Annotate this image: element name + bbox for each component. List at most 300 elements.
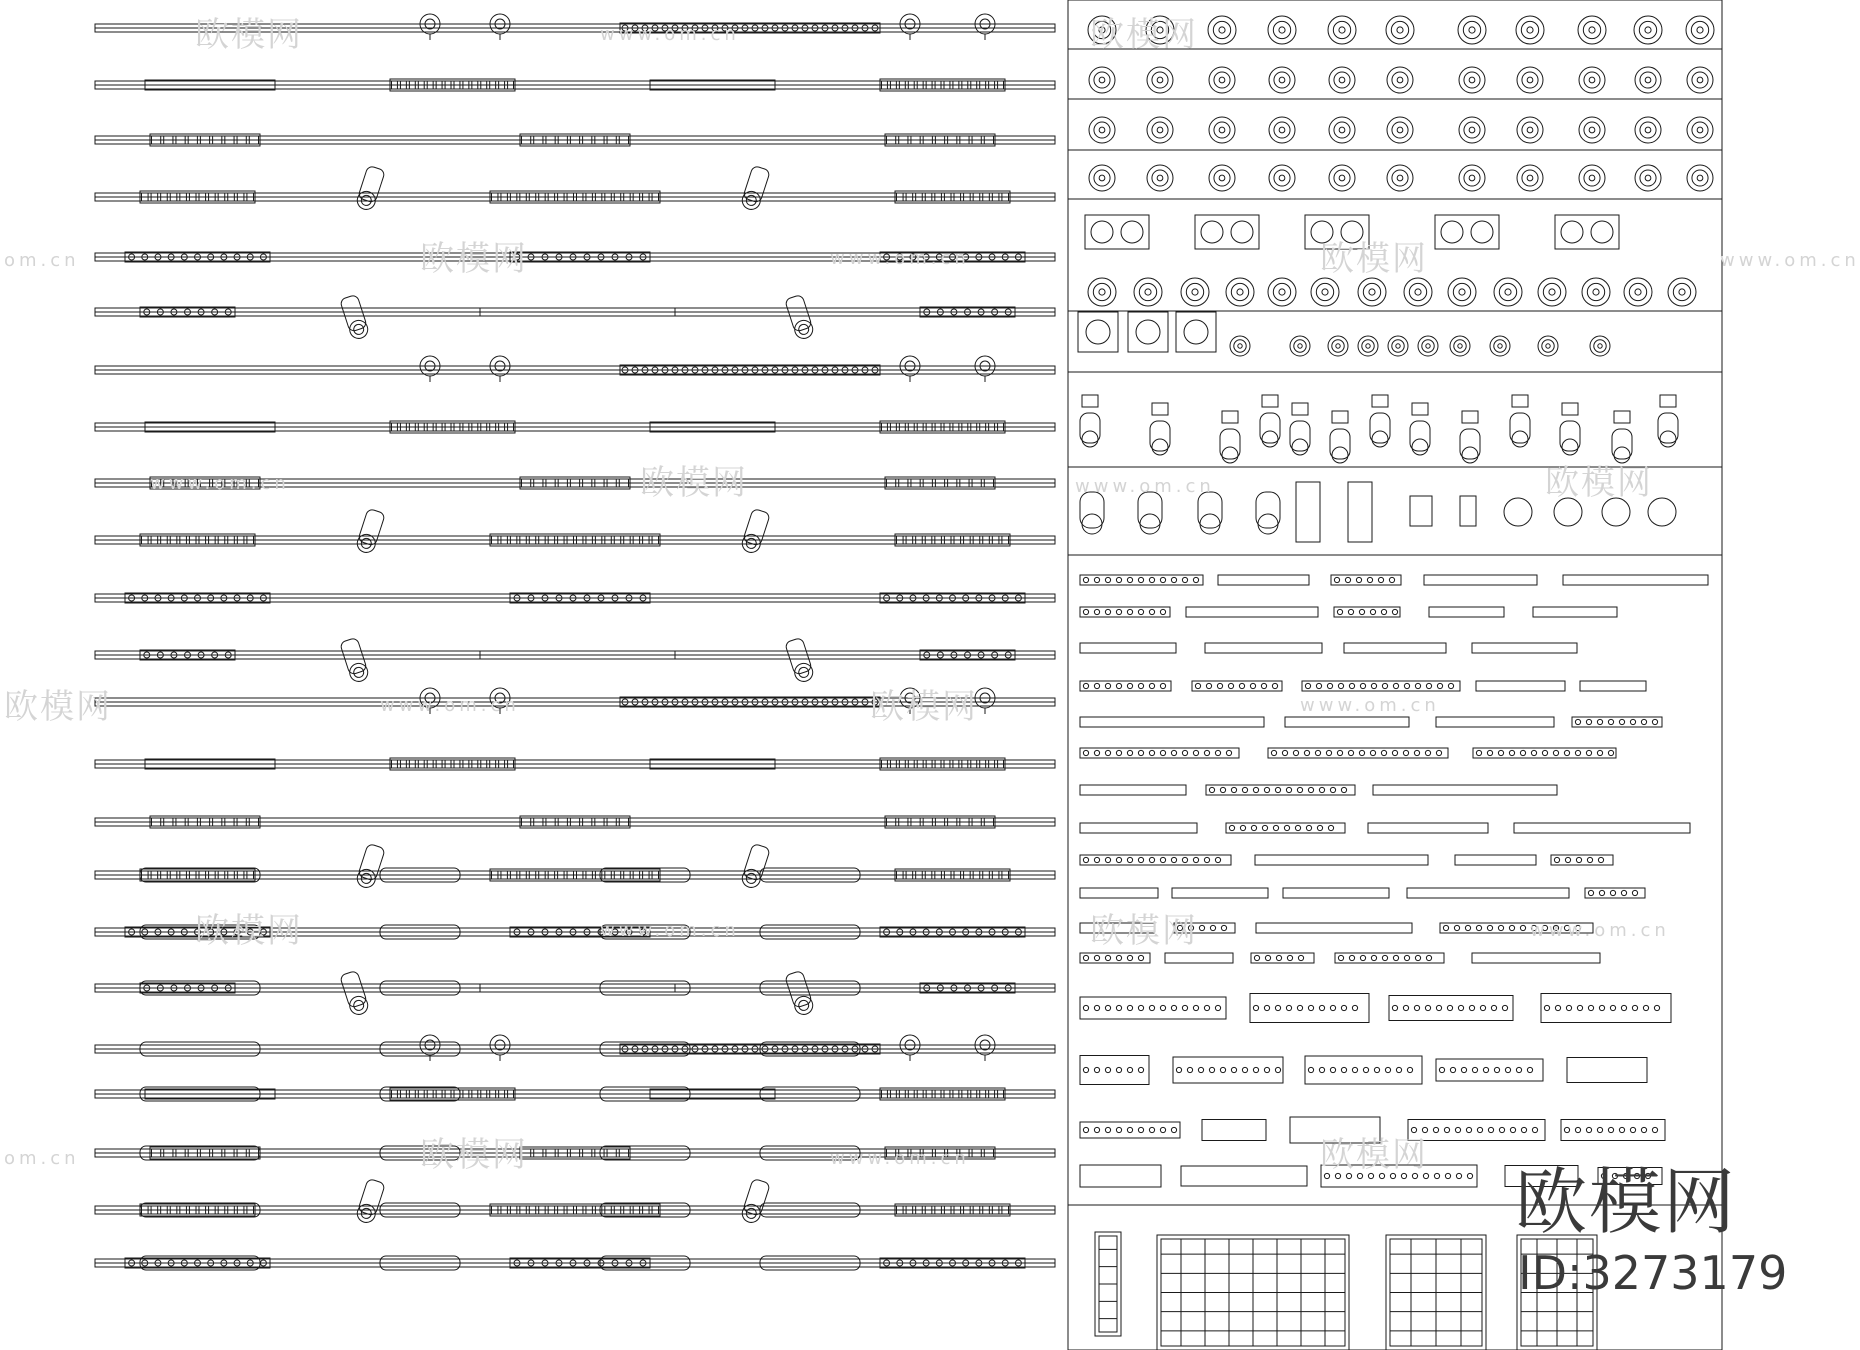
downlight-lens bbox=[1397, 175, 1403, 181]
small-box-light bbox=[1410, 496, 1432, 526]
downlight-reflector bbox=[1392, 72, 1408, 88]
watermark-logo-text: 欧模网 bbox=[1515, 1160, 1738, 1244]
module-led bbox=[1450, 1067, 1455, 1072]
rail-spot bbox=[975, 356, 995, 382]
module-led bbox=[1565, 857, 1570, 862]
downlight-trim bbox=[1290, 336, 1310, 356]
module-led bbox=[1447, 1005, 1452, 1010]
module-led bbox=[1204, 1005, 1209, 1010]
module-led bbox=[1160, 1005, 1165, 1010]
downlight-trim bbox=[1635, 165, 1661, 191]
downlight-reflector bbox=[1214, 72, 1230, 88]
module-led bbox=[1210, 925, 1215, 930]
round-pendant bbox=[1504, 498, 1532, 526]
module-led bbox=[1105, 577, 1110, 582]
rail-spot bbox=[490, 14, 510, 40]
spot-mount bbox=[1614, 411, 1630, 423]
module-led bbox=[1105, 955, 1110, 960]
module-led bbox=[1209, 1067, 1214, 1072]
spot-lens bbox=[1512, 431, 1528, 447]
recessed-downlight bbox=[1358, 278, 1386, 306]
downlight-reflector bbox=[1584, 72, 1600, 88]
module-led bbox=[1253, 1005, 1258, 1010]
module-led bbox=[1422, 1127, 1427, 1132]
recessed-downlight bbox=[1089, 67, 1115, 93]
spot-mount bbox=[1292, 403, 1308, 415]
recessed-downlight bbox=[1578, 16, 1606, 44]
module-led bbox=[1436, 750, 1441, 755]
linear-module-item bbox=[1080, 1165, 1161, 1187]
linear-module-item bbox=[1389, 996, 1513, 1021]
recessed-downlight bbox=[1269, 67, 1295, 93]
track-spotlight bbox=[740, 843, 770, 889]
module-led bbox=[1199, 925, 1204, 930]
module-led bbox=[1149, 577, 1154, 582]
module-led bbox=[1425, 1005, 1430, 1010]
module-led bbox=[1445, 1173, 1450, 1178]
module-led bbox=[1239, 683, 1244, 688]
module-led bbox=[1520, 750, 1525, 755]
cylinder-lens bbox=[1200, 514, 1220, 534]
module-led bbox=[1221, 925, 1226, 930]
track-row bbox=[95, 637, 1055, 683]
track-row bbox=[95, 758, 1055, 770]
watermark-faint-cn-1: 欧模网 bbox=[195, 15, 303, 55]
module-led bbox=[1597, 719, 1602, 724]
downlight-lens bbox=[1527, 127, 1533, 133]
downlight-lens bbox=[1469, 27, 1475, 33]
downlight-trim bbox=[1388, 336, 1408, 356]
track-spotlight bbox=[740, 1178, 770, 1224]
module-led bbox=[1193, 857, 1198, 862]
module-led bbox=[1491, 1005, 1496, 1010]
downlight-trim bbox=[1459, 67, 1485, 93]
module-led bbox=[1127, 577, 1132, 582]
module-led bbox=[1305, 683, 1310, 688]
module-led bbox=[1317, 825, 1322, 830]
module-led bbox=[1094, 577, 1099, 582]
downlight-lens bbox=[1298, 344, 1302, 348]
module-led bbox=[1316, 683, 1321, 688]
module-led bbox=[1480, 1005, 1485, 1010]
module-led bbox=[1105, 1005, 1110, 1010]
downlight-trim bbox=[1418, 336, 1438, 356]
module-led bbox=[1138, 683, 1143, 688]
recessed-downlight bbox=[1268, 278, 1296, 306]
surface-spotlight bbox=[1260, 395, 1280, 447]
module-led bbox=[1298, 955, 1303, 960]
track-spotlight bbox=[740, 165, 770, 211]
recessed-downlight bbox=[1311, 278, 1339, 306]
downlight-trim bbox=[1147, 165, 1173, 191]
module-led bbox=[1328, 825, 1333, 830]
module-led bbox=[1198, 1067, 1203, 1072]
watermark-faint-cn-10: 欧模网 bbox=[1090, 911, 1198, 951]
cylinder-body bbox=[1256, 492, 1280, 528]
module-led bbox=[1116, 750, 1121, 755]
downlight-trim bbox=[1687, 165, 1713, 191]
module-led bbox=[1182, 750, 1187, 755]
downlight-lens bbox=[1645, 175, 1651, 181]
surface-spotlight bbox=[1560, 403, 1580, 455]
module-led bbox=[1116, 955, 1121, 960]
downlight-reflector bbox=[1392, 170, 1408, 186]
spot-mount bbox=[1562, 403, 1578, 415]
module-led bbox=[1392, 609, 1397, 614]
module-led bbox=[1116, 1005, 1121, 1010]
module-led bbox=[1326, 750, 1331, 755]
module-led bbox=[1286, 787, 1291, 792]
recessed-downlight bbox=[1388, 336, 1408, 356]
watermark-faint-url-11: om.cn bbox=[4, 1148, 80, 1169]
downlight-reflector bbox=[1094, 170, 1110, 186]
narrow-grille-light bbox=[1095, 1232, 1121, 1336]
module-led bbox=[1176, 1067, 1181, 1072]
module-led bbox=[1404, 683, 1409, 688]
spot-lens bbox=[1412, 439, 1428, 455]
recessed-downlight bbox=[1328, 16, 1356, 44]
module-led bbox=[1448, 683, 1453, 688]
spot-lens bbox=[1372, 431, 1388, 447]
rail-spot bbox=[490, 356, 510, 382]
downlight-reflector bbox=[1273, 21, 1290, 38]
module-led bbox=[1138, 1067, 1143, 1072]
linear-module-item bbox=[1408, 1120, 1545, 1141]
recessed-downlight bbox=[1386, 16, 1414, 44]
module-led bbox=[1338, 955, 1343, 960]
module-led bbox=[1393, 955, 1398, 960]
downlight-lens bbox=[1645, 127, 1651, 133]
downlight-lens bbox=[1339, 127, 1345, 133]
downlight-lens bbox=[1238, 344, 1242, 348]
track-spotlight bbox=[355, 508, 385, 554]
module-led bbox=[1253, 1067, 1258, 1072]
module-led bbox=[1138, 857, 1143, 862]
downlight-reflector bbox=[1333, 21, 1350, 38]
watermark-faint-url-10: www.om.cn bbox=[1530, 920, 1670, 941]
downlight-reflector bbox=[1629, 283, 1646, 300]
downlight-trim bbox=[1579, 165, 1605, 191]
recessed-downlight bbox=[1329, 117, 1355, 143]
track-row bbox=[95, 843, 1055, 889]
module-led bbox=[1643, 1005, 1648, 1010]
recessed-downlight bbox=[1590, 336, 1610, 356]
module-led bbox=[1641, 719, 1646, 724]
downlight-reflector bbox=[1691, 21, 1708, 38]
linear-module-item bbox=[1080, 785, 1186, 795]
rail-spot bbox=[975, 1035, 995, 1061]
downlight-reflector bbox=[1094, 72, 1110, 88]
downlight-trim bbox=[1269, 67, 1295, 93]
watermark-faint-cn-7: 欧模网 bbox=[4, 687, 112, 727]
downlight-lens bbox=[1099, 127, 1105, 133]
downlight-lens bbox=[1546, 344, 1550, 348]
module-led bbox=[1228, 683, 1233, 688]
module-led bbox=[1308, 787, 1313, 792]
linear-module-item bbox=[1572, 717, 1662, 727]
linear-module-item bbox=[1173, 1057, 1283, 1083]
spot-mount bbox=[1372, 395, 1388, 407]
rail-spot bbox=[900, 14, 920, 40]
downlight-trim bbox=[1517, 67, 1543, 93]
track-row bbox=[95, 1087, 1055, 1101]
downlight-lens bbox=[1679, 289, 1685, 295]
square-frame bbox=[1128, 312, 1168, 352]
module-led bbox=[1542, 750, 1547, 755]
module-led bbox=[1434, 1173, 1439, 1178]
module-led bbox=[1575, 719, 1580, 724]
downlight-trim bbox=[1668, 278, 1696, 306]
module-led bbox=[1287, 955, 1292, 960]
downlight-lens bbox=[1339, 175, 1345, 181]
module-led bbox=[1382, 955, 1387, 960]
module-led bbox=[1330, 1067, 1335, 1072]
recessed-downlight bbox=[1290, 336, 1310, 356]
module-led bbox=[1149, 750, 1154, 755]
downlight-reflector bbox=[1362, 340, 1374, 352]
square-downlight bbox=[1176, 312, 1216, 352]
surface-spotlight bbox=[1410, 403, 1430, 455]
linear-module-item bbox=[1165, 953, 1233, 963]
module-led bbox=[1498, 750, 1503, 755]
spot-lens bbox=[1082, 431, 1098, 447]
module-led bbox=[1327, 683, 1332, 688]
track-spotlight bbox=[340, 970, 370, 1016]
recessed-downlight bbox=[1387, 165, 1413, 191]
downlight-trim bbox=[1269, 117, 1295, 143]
recessed-downlight bbox=[1517, 117, 1543, 143]
spot-mount bbox=[1412, 403, 1428, 415]
downlight-reflector bbox=[1584, 170, 1600, 186]
module-led bbox=[1276, 955, 1281, 960]
double-grille-light bbox=[1085, 215, 1149, 249]
spot-body bbox=[1290, 421, 1310, 451]
module-led bbox=[1505, 1067, 1510, 1072]
module-led bbox=[1444, 1127, 1449, 1132]
recessed-downlight bbox=[1687, 67, 1713, 93]
downlight-trim bbox=[1634, 16, 1662, 44]
recessed-downlight bbox=[1687, 165, 1713, 191]
module-led bbox=[1654, 1005, 1659, 1010]
spot-body bbox=[1370, 413, 1390, 443]
module-led bbox=[1414, 1005, 1419, 1010]
module-led bbox=[1127, 1127, 1132, 1132]
module-led bbox=[1334, 577, 1339, 582]
downlight-trim bbox=[1578, 16, 1606, 44]
watermark-faint-cn-12: 欧模网 bbox=[1320, 1135, 1428, 1175]
module-led bbox=[1209, 787, 1214, 792]
track-row bbox=[95, 294, 1055, 340]
module-led bbox=[1487, 925, 1492, 930]
module-led bbox=[1286, 1005, 1291, 1010]
downlight-lens bbox=[1219, 27, 1225, 33]
module-led bbox=[1273, 825, 1278, 830]
downlight-trim bbox=[1358, 336, 1378, 356]
downlight-trim bbox=[1517, 117, 1543, 143]
linear-module-item bbox=[1407, 888, 1569, 898]
tilted-cylinder bbox=[1138, 492, 1162, 534]
surface-spotlight bbox=[1370, 395, 1390, 447]
module-led bbox=[1149, 683, 1154, 688]
spot-lens bbox=[1562, 439, 1578, 455]
module-led bbox=[1127, 857, 1132, 862]
module-led bbox=[1105, 1067, 1110, 1072]
module-led bbox=[1094, 955, 1099, 960]
module-led bbox=[1330, 1005, 1335, 1010]
module-led bbox=[1477, 1127, 1482, 1132]
linear-module-item bbox=[1472, 953, 1600, 963]
downlight-lens bbox=[1099, 289, 1105, 295]
downlight-reflector bbox=[1213, 21, 1230, 38]
module-led bbox=[1220, 787, 1225, 792]
linear-module-row bbox=[1080, 855, 1613, 865]
module-led bbox=[1308, 1067, 1313, 1072]
module-led bbox=[1160, 857, 1165, 862]
module-led bbox=[1381, 609, 1386, 614]
linear-module-item bbox=[1172, 888, 1268, 898]
module-led bbox=[1083, 1005, 1088, 1010]
track-spotlight bbox=[355, 843, 385, 889]
module-led bbox=[1575, 1127, 1580, 1132]
downlight-reflector bbox=[1391, 21, 1408, 38]
linear-module-item bbox=[1283, 888, 1389, 898]
linear-module-item bbox=[1455, 855, 1536, 865]
module-led bbox=[1403, 1005, 1408, 1010]
module-led bbox=[1454, 925, 1459, 930]
downlight-lens bbox=[1697, 175, 1703, 181]
downlight-reflector bbox=[1640, 72, 1656, 88]
module-led bbox=[1348, 609, 1353, 614]
downlight-trim bbox=[1579, 117, 1605, 143]
recessed-downlight bbox=[1459, 117, 1485, 143]
downlight-trim bbox=[1494, 278, 1522, 306]
spot-lens bbox=[1262, 431, 1278, 447]
grille-lamp bbox=[1201, 221, 1223, 243]
downlight-trim bbox=[1404, 278, 1432, 306]
linear-module-row bbox=[1080, 994, 1671, 1023]
module-led bbox=[1295, 825, 1300, 830]
module-led bbox=[1242, 1067, 1247, 1072]
module-led bbox=[1599, 890, 1604, 895]
downlight-reflector bbox=[1692, 170, 1708, 186]
module-led bbox=[1619, 1127, 1624, 1132]
linear-module-item bbox=[1256, 923, 1412, 933]
track-spotlight bbox=[340, 294, 370, 340]
downlight-lens bbox=[1099, 77, 1105, 83]
module-led bbox=[1577, 1005, 1582, 1010]
downlight-reflector bbox=[1454, 340, 1466, 352]
watermark-faint-cn-6: 欧模网 bbox=[1545, 463, 1653, 503]
downlight-reflector bbox=[1274, 170, 1290, 186]
module-led bbox=[1437, 683, 1442, 688]
downlight-reflector bbox=[1587, 283, 1604, 300]
module-led bbox=[1229, 825, 1234, 830]
linear-pendant bbox=[1296, 482, 1320, 542]
linear-module-item bbox=[1080, 953, 1150, 963]
linear-module-item bbox=[1302, 681, 1460, 691]
cylinder-body bbox=[1138, 492, 1162, 528]
recessed-downlight bbox=[1209, 117, 1235, 143]
module-led bbox=[1352, 1067, 1357, 1072]
module-led bbox=[1619, 719, 1624, 724]
recessed-downlight bbox=[1147, 67, 1173, 93]
module-led bbox=[1498, 925, 1503, 930]
downlight-lens bbox=[1099, 175, 1105, 181]
module-led bbox=[1652, 719, 1657, 724]
downlight-trim bbox=[1386, 16, 1414, 44]
spot-lens bbox=[1660, 431, 1676, 447]
linear-module-item bbox=[1373, 785, 1557, 795]
downlight-lens bbox=[1458, 344, 1462, 348]
recessed-downlight bbox=[1579, 165, 1605, 191]
rail-spot bbox=[420, 356, 440, 382]
square-downlight bbox=[1078, 312, 1118, 352]
linear-module-row bbox=[1080, 681, 1646, 691]
grille-lamp bbox=[1121, 221, 1143, 243]
downlight-trim bbox=[1328, 336, 1348, 356]
downlight-trim bbox=[1328, 16, 1356, 44]
spot-mount bbox=[1512, 395, 1528, 407]
module-led bbox=[1204, 857, 1209, 862]
module-led bbox=[1586, 1127, 1591, 1132]
module-led bbox=[1138, 955, 1143, 960]
module-led bbox=[1630, 719, 1635, 724]
downlight-lens bbox=[1339, 27, 1345, 33]
recessed-downlight bbox=[1494, 278, 1522, 306]
recessed-downlight bbox=[1450, 336, 1470, 356]
module-led bbox=[1544, 1005, 1549, 1010]
module-led bbox=[1195, 683, 1200, 688]
module-led bbox=[1588, 890, 1593, 895]
module-led bbox=[1509, 925, 1514, 930]
module-led bbox=[1641, 1127, 1646, 1132]
module-led bbox=[1138, 1005, 1143, 1010]
module-led bbox=[1389, 577, 1394, 582]
module-led bbox=[1608, 750, 1613, 755]
module-led bbox=[1472, 1067, 1477, 1072]
downlight-lens bbox=[1157, 175, 1163, 181]
downlight-lens bbox=[1279, 175, 1285, 181]
watermark-faint-cn-2: 欧模网 bbox=[1090, 15, 1198, 55]
module-led bbox=[1370, 750, 1375, 755]
module-led bbox=[1171, 857, 1176, 862]
downlight-trim bbox=[1686, 16, 1714, 44]
module-led bbox=[1220, 1067, 1225, 1072]
module-led bbox=[1586, 750, 1591, 755]
cylinder-lens bbox=[1258, 514, 1278, 534]
downlight-reflector bbox=[1334, 122, 1350, 138]
grille-lamp bbox=[1591, 221, 1613, 243]
module-led bbox=[1415, 683, 1420, 688]
downlight-trim bbox=[1268, 16, 1296, 44]
downlight-reflector bbox=[1594, 340, 1606, 352]
module-led bbox=[1271, 750, 1276, 755]
module-led bbox=[1349, 683, 1354, 688]
module-led bbox=[1264, 787, 1269, 792]
module-led bbox=[1341, 1005, 1346, 1010]
module-led bbox=[1392, 1005, 1397, 1010]
downlight-trim bbox=[1311, 278, 1339, 306]
downlight-reflector bbox=[1214, 122, 1230, 138]
downlight-lens bbox=[1339, 77, 1345, 83]
linear-module-item bbox=[1080, 1122, 1180, 1138]
linear-module-item bbox=[1476, 681, 1565, 691]
module-led bbox=[1319, 1005, 1324, 1010]
module-led bbox=[1182, 1005, 1187, 1010]
downlight-reflector bbox=[1294, 340, 1306, 352]
track-row bbox=[95, 134, 1055, 146]
recessed-downlight bbox=[1418, 336, 1438, 356]
